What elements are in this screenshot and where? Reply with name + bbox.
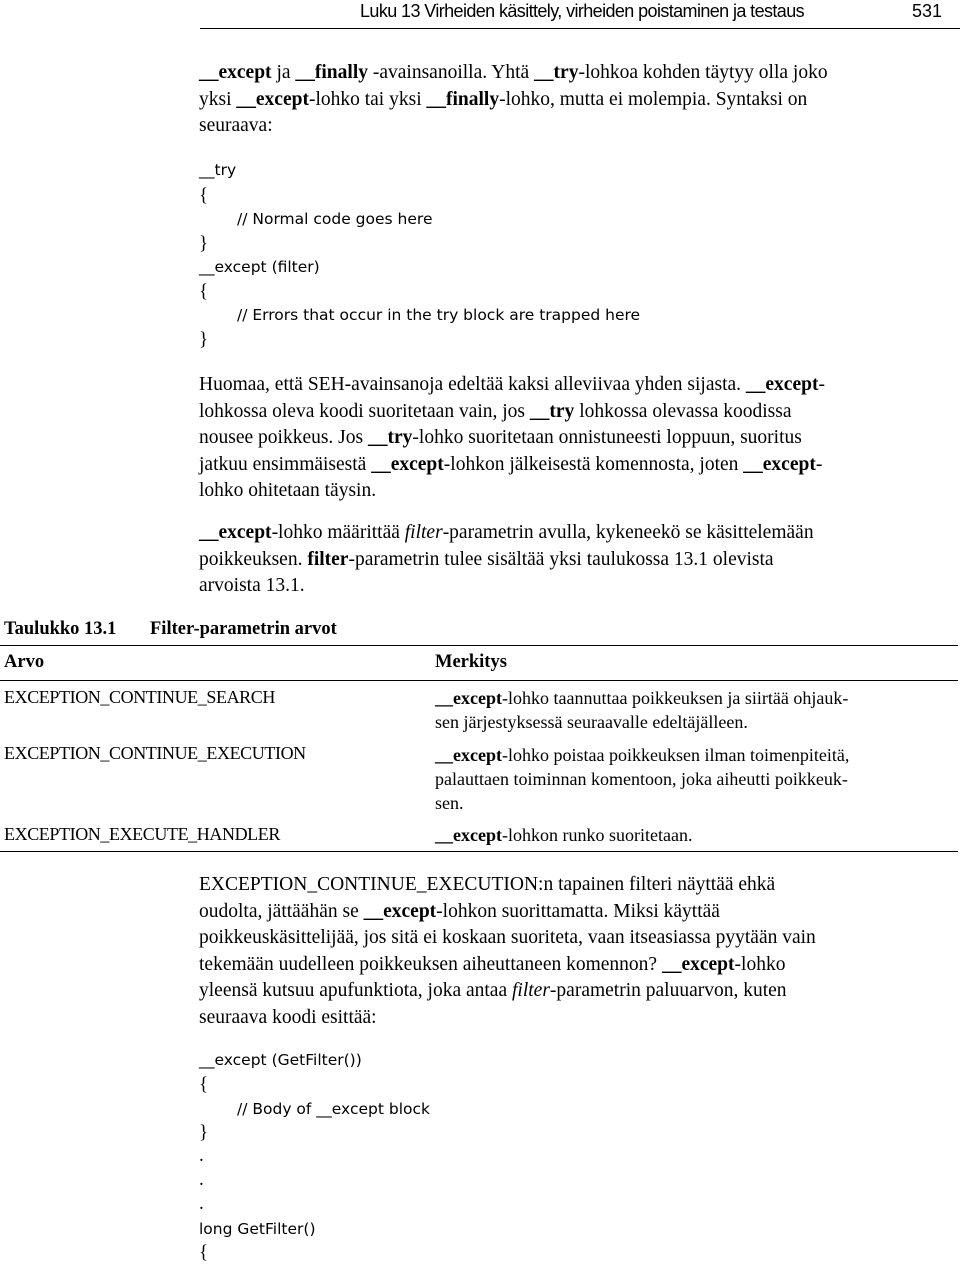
table-header-value: Arvo bbox=[4, 652, 45, 672]
paragraph-filter-intro: __except-lohko määrittää filter-parametrin avulla, kykeneekö se käsittelemään poikkeuksen. filter-parametrin tulee sisältää yksi taulukossa 13.1 olevista arvoista 13.1. bbox=[199, 522, 814, 596]
code-line: . bbox=[199, 1169, 204, 1190]
table-caption-number: Taulukko 13.1 bbox=[4, 619, 117, 639]
code-line: __try bbox=[199, 161, 237, 179]
code-line: __except (filter) bbox=[199, 258, 320, 276]
table-rule-top bbox=[0, 645, 958, 646]
code-line: { bbox=[199, 1242, 209, 1263]
code-line: } bbox=[199, 1122, 209, 1143]
paragraph-continue-execution: EXCEPTION_CONTINUE_EXECUTION:n tapainen filteri näyttää ehkä oudolta, jättäähän se __except-lohkon suorittamatta. Miksi käyttää poikkeuskäsittelijää, jos sitä ei koskaan suoriteta, vaan itseasiassa pyytään vain tekemään uudelleen poikkeuksen aiheuttaneen komennon? __except-lohko yleensä kutsuu apufunktiota, joka antaa filter-parametrin paluuarvon, kuten seuraava koodi esittää: bbox=[199, 874, 816, 1028]
table-rule-bottom bbox=[0, 851, 958, 852]
code-line: } bbox=[199, 233, 209, 254]
table-cell-value: EXCEPTION_CONTINUE_SEARCH bbox=[4, 687, 275, 707]
code-line: . bbox=[199, 1145, 204, 1166]
table-rule-header bbox=[0, 680, 958, 681]
table-cell-meaning: __except-lohko poistaa poikkeuksen ilman toimenpiteitä, palauttaen toiminnan komentoon, joka aiheutti poikkeuk- sen. bbox=[435, 745, 850, 813]
table-caption-title: Filter-parametrin arvot bbox=[150, 619, 337, 639]
page-number: 531 bbox=[911, 1, 942, 21]
chapter-title: Luku 13 Virheiden käsittely, virheiden poistaminen ja testaus bbox=[360, 1, 805, 21]
table-cell-value: EXCEPTION_CONTINUE_EXECUTION bbox=[4, 743, 306, 763]
table-header-meaning: Merkitys bbox=[435, 652, 507, 672]
table-cell-meaning: __except-lohkon runko suoritetaan. bbox=[435, 825, 693, 845]
code-line: . bbox=[199, 1193, 204, 1214]
table-cell-meaning: __except-lohko taannuttaa poikkeuksen ja siirtää ohjauk- sen järjestyksessä seuraavalle edeltäjälleen. bbox=[435, 688, 849, 732]
paragraph-seh-explanation: Huomaa, että SEH-avainsanoja edeltää kaksi alleviivaa yhden sijasta. __except- lohkossa oleva koodi suoritetaan vain, jos __try lohkossa olevassa koodissa nousee poikkeus. Jos __try-lohko suoritetaan onnistuneesti loppuun, suoritus jatkuu ensimmäisestä __except-lohkon jälkeisestä komennosta, joten __except- lohko ohitetaan täysin. bbox=[199, 374, 825, 501]
code-line: { bbox=[199, 185, 209, 206]
code-line: long GetFilter() bbox=[199, 1220, 316, 1238]
table-cell-value: EXCEPTION_EXECUTE_HANDLER bbox=[4, 824, 280, 844]
code-line: } bbox=[199, 329, 209, 350]
code-comment: // Body of __except block bbox=[237, 1100, 430, 1118]
code-line: __except (GetFilter()) bbox=[199, 1051, 362, 1069]
intro-paragraph: __except ja __finally -avainsanoilla. Yhtä __try-lohkoa kohden täytyy olla joko yksi __except-lohko tai yksi __finally-lohko, mutta ei molempia. Syntaksi on seuraava: bbox=[199, 62, 828, 136]
code-line: { bbox=[199, 1074, 209, 1095]
code-line: { bbox=[199, 281, 209, 302]
code-comment: // Errors that occur in the try block are trapped here bbox=[237, 306, 641, 324]
code-comment: // Normal code goes here bbox=[237, 210, 433, 228]
